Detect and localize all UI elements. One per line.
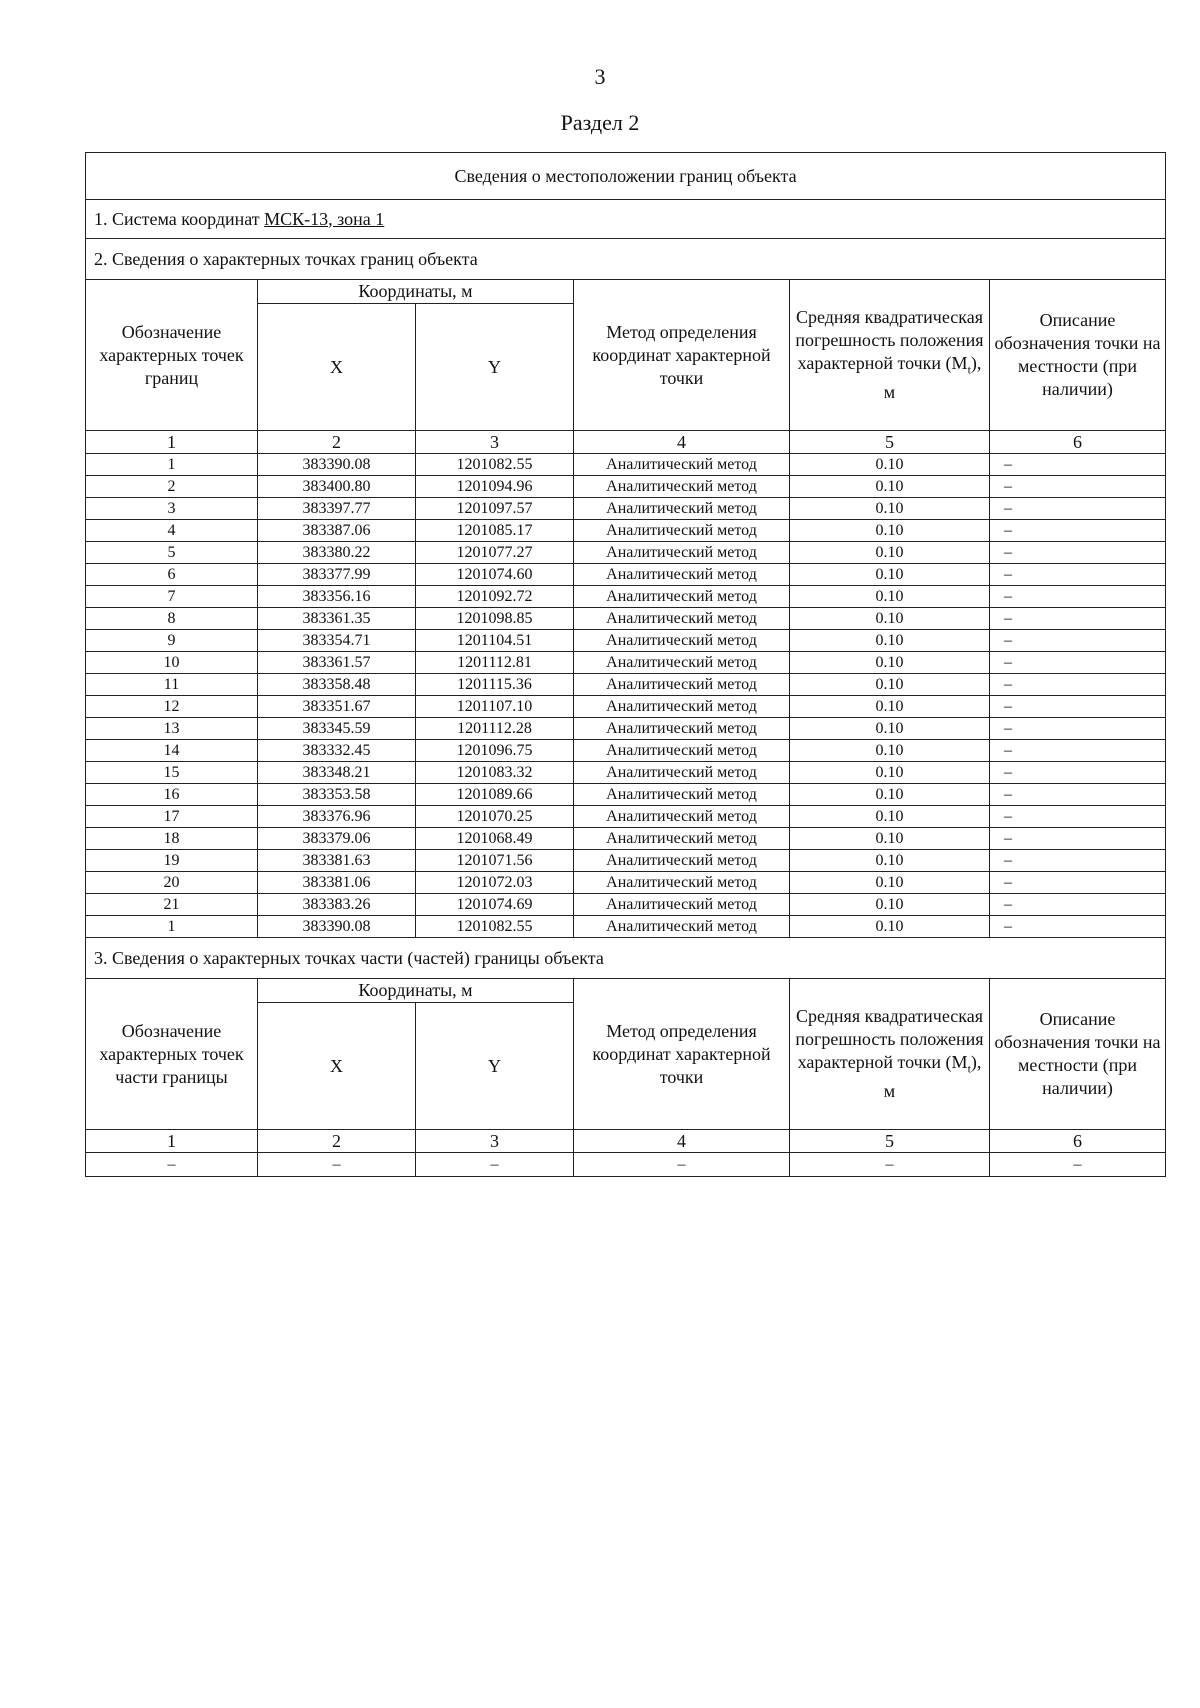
point-y: 1201074.60	[416, 564, 574, 586]
point-accuracy: 0.10	[790, 476, 990, 498]
empty-cell: –	[574, 1153, 790, 1177]
point-y: 1201092.72	[416, 586, 574, 608]
point-method: Аналитический метод	[574, 850, 790, 872]
point-accuracy: 0.10	[790, 718, 990, 740]
point-method: Аналитический метод	[574, 454, 790, 476]
point-description: –	[990, 586, 1166, 608]
point-description: –	[990, 894, 1166, 916]
col-number: 6	[990, 431, 1166, 454]
coord-system-prefix: 1. Система координат	[94, 208, 265, 229]
point-id: 13	[86, 718, 258, 740]
point-y: 1201072.03	[416, 872, 574, 894]
coord-system-row	[86, 200, 1166, 239]
header-accuracy	[790, 280, 990, 431]
point-id: 4	[86, 520, 258, 542]
point-description: –	[990, 454, 1166, 476]
point-x: 383381.06	[258, 872, 416, 894]
point-accuracy: 0.10	[790, 674, 990, 696]
table-row	[86, 872, 1166, 894]
point-method: Аналитический метод	[574, 762, 790, 784]
table-row	[86, 828, 1166, 850]
point-accuracy: 0.10	[790, 520, 990, 542]
point-description: –	[990, 696, 1166, 718]
empty-cell: –	[790, 1153, 990, 1177]
header-y: Y	[416, 304, 574, 431]
table-row	[86, 476, 1166, 498]
empty-cell: –	[416, 1153, 574, 1177]
table-row	[86, 542, 1166, 564]
point-description: –	[990, 674, 1166, 696]
col-number: 3	[416, 1130, 574, 1153]
point-accuracy: 0.10	[790, 542, 990, 564]
column-number-row-3	[86, 1130, 1166, 1153]
point-id: 18	[86, 828, 258, 850]
point-description: –	[990, 762, 1166, 784]
point-accuracy: 0.10	[790, 498, 990, 520]
boundary-table	[85, 152, 1166, 1177]
table-row	[86, 740, 1166, 762]
point-x: 383353.58	[258, 784, 416, 806]
point-y: 1201085.17	[416, 520, 574, 542]
header3-x: X	[258, 1003, 416, 1130]
point-id: 8	[86, 608, 258, 630]
point-method: Аналитический метод	[574, 872, 790, 894]
point-method: Аналитический метод	[574, 806, 790, 828]
point-description: –	[990, 630, 1166, 652]
empty-cell: –	[86, 1153, 258, 1177]
col-number: 2	[258, 1130, 416, 1153]
point-y: 1201070.25	[416, 806, 574, 828]
point-y: 1201068.49	[416, 828, 574, 850]
point-x: 383390.08	[258, 916, 416, 938]
table-row	[86, 718, 1166, 740]
point-accuracy: 0.10	[790, 740, 990, 762]
point-id: 6	[86, 564, 258, 586]
coord-system-value: МСК-13, зона 1	[264, 208, 385, 229]
point-y: 1201077.27	[416, 542, 574, 564]
point-y: 1201096.75	[416, 740, 574, 762]
point-method: Аналитический метод	[574, 696, 790, 718]
point-x: 383345.59	[258, 718, 416, 740]
header-coordinates: Координаты, м	[258, 280, 574, 304]
point-id: 19	[86, 850, 258, 872]
table-row	[86, 806, 1166, 828]
point-y: 1201071.56	[416, 850, 574, 872]
header3-point-designation: Обозначение характерных точек части границы	[86, 979, 258, 1130]
point-id: 21	[86, 894, 258, 916]
point-y: 1201089.66	[416, 784, 574, 806]
point-y: 1201098.85	[416, 608, 574, 630]
point-description: –	[990, 806, 1166, 828]
point-x: 383379.06	[258, 828, 416, 850]
point-method: Аналитический метод	[574, 630, 790, 652]
col-number: 1	[86, 431, 258, 454]
point-id: 9	[86, 630, 258, 652]
point-y: 1201115.36	[416, 674, 574, 696]
point-description: –	[990, 784, 1166, 806]
table-row	[86, 674, 1166, 696]
point-method: Аналитический метод	[574, 476, 790, 498]
table-row	[86, 696, 1166, 718]
table-row	[86, 784, 1166, 806]
page-number: 3	[594, 64, 606, 89]
point-y: 1201097.57	[416, 498, 574, 520]
point-id: 2	[86, 476, 258, 498]
table-row	[86, 586, 1166, 608]
point-accuracy: 0.10	[790, 696, 990, 718]
point-id: 15	[86, 762, 258, 784]
point-accuracy: 0.10	[790, 806, 990, 828]
section3-title: 3. Сведения о характерных точках части (частей) границы объекта	[86, 938, 1166, 979]
point-id: 11	[86, 674, 258, 696]
header-accuracy-text: Средняя квадратическая погрешность положения характерной точки $(M_t)$, м	[795, 306, 984, 403]
point-id: 1	[86, 916, 258, 938]
point-description: –	[990, 608, 1166, 630]
col-number: 3	[416, 431, 574, 454]
point-x: 383358.48	[258, 674, 416, 696]
point-description: –	[990, 652, 1166, 674]
point-x: 383377.99	[258, 564, 416, 586]
point-description: –	[990, 916, 1166, 938]
point-description: –	[990, 828, 1166, 850]
point-x: 383397.77	[258, 498, 416, 520]
col-number: 4	[574, 431, 790, 454]
point-method: Аналитический метод	[574, 828, 790, 850]
point-method: Аналитический метод	[574, 784, 790, 806]
table-row	[86, 762, 1166, 784]
table-row	[86, 630, 1166, 652]
point-accuracy: 0.10	[790, 762, 990, 784]
point-method: Аналитический метод	[574, 542, 790, 564]
point-accuracy: 0.10	[790, 586, 990, 608]
point-id: 14	[86, 740, 258, 762]
point-accuracy: 0.10	[790, 916, 990, 938]
point-id: 1	[86, 454, 258, 476]
table-row	[86, 498, 1166, 520]
point-y: 1201112.81	[416, 652, 574, 674]
point-x: 383356.16	[258, 586, 416, 608]
point-x: 383354.71	[258, 630, 416, 652]
point-x: 383351.67	[258, 696, 416, 718]
point-x: 383390.08	[258, 454, 416, 476]
point-description: –	[990, 872, 1166, 894]
table-row	[86, 894, 1166, 916]
point-accuracy: 0.10	[790, 564, 990, 586]
point-method: Аналитический метод	[574, 718, 790, 740]
table-row	[86, 850, 1166, 872]
point-id: 16	[86, 784, 258, 806]
section-title: Раздел 2	[560, 110, 640, 135]
point-x: 383400.80	[258, 476, 416, 498]
header-method: Метод определения координат характерной точки	[574, 280, 790, 431]
point-id: 3	[86, 498, 258, 520]
point-y: 1201107.10	[416, 696, 574, 718]
point-x: 383383.26	[258, 894, 416, 916]
point-method: Аналитический метод	[574, 674, 790, 696]
col-number: 6	[990, 1130, 1166, 1153]
point-accuracy: 0.10	[790, 454, 990, 476]
point-method: Аналитический метод	[574, 520, 790, 542]
col-number: 2	[258, 431, 416, 454]
header3-description: Описание обозначения точки на местности (при наличии)	[990, 979, 1166, 1130]
point-id: 5	[86, 542, 258, 564]
col-number: 5	[790, 431, 990, 454]
table-row	[86, 564, 1166, 586]
point-x: 383361.35	[258, 608, 416, 630]
point-accuracy: 0.10	[790, 652, 990, 674]
point-method: Аналитический метод	[574, 652, 790, 674]
point-accuracy: 0.10	[790, 872, 990, 894]
point-y: 1201083.32	[416, 762, 574, 784]
point-description: –	[990, 564, 1166, 586]
point-y: 1201074.69	[416, 894, 574, 916]
point-accuracy: 0.10	[790, 850, 990, 872]
point-method: Аналитический метод	[574, 740, 790, 762]
point-id: 12	[86, 696, 258, 718]
point-method: Аналитический метод	[574, 498, 790, 520]
empty-cell: –	[258, 1153, 416, 1177]
point-x: 383387.06	[258, 520, 416, 542]
header-description: Описание обозначения точки на местности (при наличии)	[990, 280, 1166, 431]
point-description: –	[990, 476, 1166, 498]
point-x: 383361.57	[258, 652, 416, 674]
header3-y: Y	[416, 1003, 574, 1130]
point-y: 1201082.55	[416, 454, 574, 476]
empty-part-row	[86, 1153, 1166, 1177]
col-number: 4	[574, 1130, 790, 1153]
point-x: 383381.63	[258, 850, 416, 872]
table-row	[86, 652, 1166, 674]
point-accuracy: 0.10	[790, 784, 990, 806]
table-row	[86, 916, 1166, 938]
point-x: 383380.22	[258, 542, 416, 564]
header3-method: Метод определения координат характерной точки	[574, 979, 790, 1130]
table-row	[86, 520, 1166, 542]
point-id: 20	[86, 872, 258, 894]
table-row	[86, 608, 1166, 630]
point-method: Аналитический метод	[574, 564, 790, 586]
point-y: 1201104.51	[416, 630, 574, 652]
point-method: Аналитический метод	[574, 586, 790, 608]
document-body	[85, 152, 1165, 1177]
point-accuracy: 0.10	[790, 894, 990, 916]
point-method: Аналитический метод	[574, 608, 790, 630]
point-accuracy: 0.10	[790, 828, 990, 850]
point-description: –	[990, 498, 1166, 520]
point-description: –	[990, 520, 1166, 542]
section2-title: 2. Сведения о характерных точках границ объекта	[86, 239, 1166, 280]
header-point-designation: Обозначение характерных точек границ	[86, 280, 258, 431]
table-row	[86, 454, 1166, 476]
point-description: –	[990, 718, 1166, 740]
point-y: 1201112.28	[416, 718, 574, 740]
point-x: 383376.96	[258, 806, 416, 828]
table-title: Сведения о местоположении границ объекта	[86, 153, 1166, 200]
point-method: Аналитический метод	[574, 894, 790, 916]
point-accuracy: 0.10	[790, 608, 990, 630]
point-description: –	[990, 850, 1166, 872]
point-id: 7	[86, 586, 258, 608]
col-number: 5	[790, 1130, 990, 1153]
column-number-row	[86, 431, 1166, 454]
point-description: –	[990, 740, 1166, 762]
point-id: 17	[86, 806, 258, 828]
point-description: –	[990, 542, 1166, 564]
point-x: 383332.45	[258, 740, 416, 762]
point-y: 1201082.55	[416, 916, 574, 938]
header-x: X	[258, 304, 416, 431]
point-accuracy: 0.10	[790, 630, 990, 652]
point-id: 10	[86, 652, 258, 674]
header3-coordinates: Координаты, м	[258, 979, 574, 1003]
point-method: Аналитический метод	[574, 916, 790, 938]
point-x: 383348.21	[258, 762, 416, 784]
col-number: 1	[86, 1130, 258, 1153]
header3-accuracy: Средняя квадратическая погрешность положения характерной точки $(M_t)$, м	[790, 979, 990, 1130]
point-y: 1201094.96	[416, 476, 574, 498]
empty-cell: –	[990, 1153, 1166, 1177]
